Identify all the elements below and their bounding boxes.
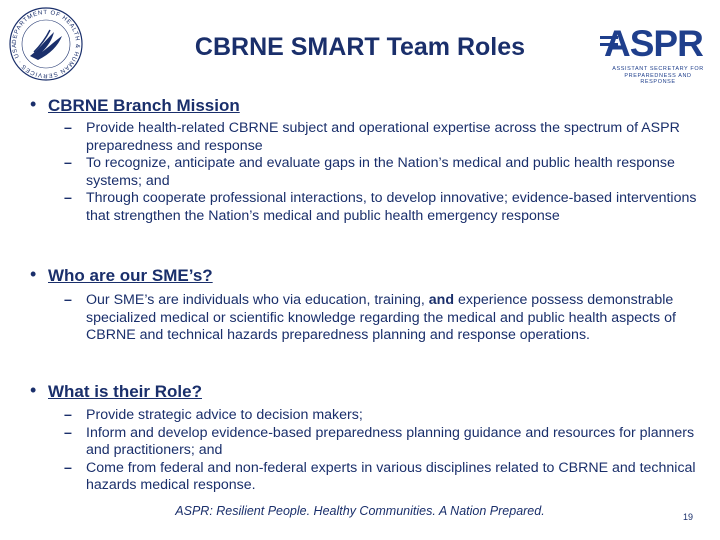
bullet-dot: • bbox=[30, 264, 37, 284]
emphasis-text: and bbox=[428, 292, 455, 308]
list-item: – Inform and develop evidence-based preparedness planning guidance and resources for planners and practitioners; and bbox=[64, 424, 695, 458]
bullet-dot: • bbox=[30, 380, 37, 400]
slide-title: CBRNE SMART Team Roles bbox=[194, 33, 526, 61]
list-item: – Our SME’s are individuals who via education, training, and experience possess demonstrable specialized medical or scientific knowledge regarding the medical and public health aspects of CBRNE and technical hazards preparedness planning and response operations. bbox=[64, 292, 676, 343]
bullet-dot: • bbox=[30, 94, 37, 114]
footer-tagline: ASPR: Resilient People. Healthy Communities. A Nation Prepared. bbox=[175, 504, 545, 518]
aspr-logo bbox=[600, 23, 708, 85]
aspr-logo-subtitle: ASSISTANT SECRETARY FOR PREPAREDNESS AND RESPONSE bbox=[612, 66, 704, 85]
section-smes bbox=[30, 266, 700, 345]
list-item: – Provide strategic advice to decision makers; bbox=[64, 407, 363, 423]
section-heading: What is their Role? bbox=[48, 382, 202, 401]
list-item: – To recognize, anticipate and evaluate gaps in the Nation’s medical and public health response systems; and bbox=[64, 155, 675, 189]
page-number: 19 bbox=[683, 512, 694, 522]
section-mission bbox=[30, 96, 700, 225]
hhs-seal-logo bbox=[8, 6, 84, 82]
section-heading: CBRNE Branch Mission bbox=[48, 96, 240, 115]
aspr-logo-word: ASPR bbox=[604, 23, 703, 64]
list-item: – Provide health-related CBRNE subject and operational expertise across the spectrum of ASPR preparedness and response bbox=[64, 120, 680, 154]
list-item: – Through cooperate professional interactions, to develop innovative; evidence-based interventions that strengthen the Nation’s medical and public health emergency response bbox=[64, 190, 697, 224]
section-role bbox=[30, 382, 700, 495]
section-heading: Who are our SME’s? bbox=[48, 266, 213, 285]
list-item: – Come from federal and non-federal experts in various disciplines related to CBRNE and technical hazards medical response. bbox=[64, 459, 696, 493]
svg-text:DEPARTMENT OF HEALTH & HUMAN S: DEPARTMENT OF HEALTH & HUMAN SERVICES · USA bbox=[11, 9, 81, 79]
